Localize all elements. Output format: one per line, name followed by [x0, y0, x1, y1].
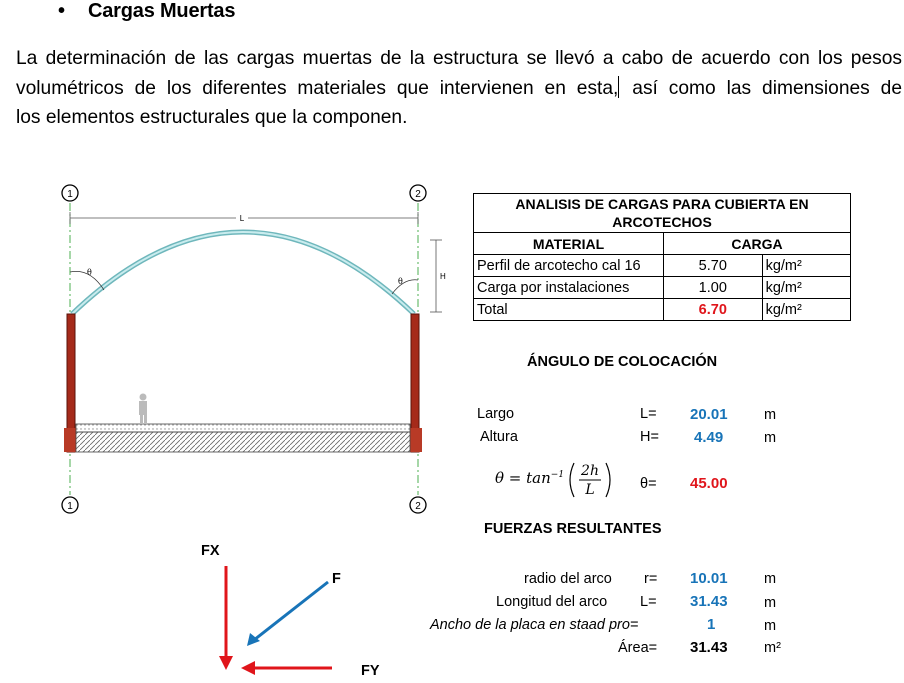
person-silhouette — [139, 394, 147, 425]
col-carga: CARGA — [664, 233, 851, 255]
row-unit: kg/m² — [762, 255, 850, 277]
longitud-label: Longitud del arco — [496, 594, 608, 610]
row-material: Total — [474, 299, 664, 321]
radio-unit: m — [764, 571, 777, 587]
ancho-value: 1 — [707, 616, 716, 633]
altura-value: 4.49 — [694, 429, 724, 446]
paragraph-line-2a: volumétricos de los diferentes materiales que intervienen en esta, — [16, 77, 619, 99]
angle-label-left: θ — [87, 268, 92, 277]
longitud-unit: m — [764, 595, 777, 611]
row-material: Carga por instalaciones — [474, 277, 664, 299]
area-unit: m² — [764, 640, 781, 656]
largo-value: 20.01 — [690, 406, 728, 423]
paragraph-line-1: La determinación de las cargas muertas de la estructura se llevó a cabo de acuerdo con los pesos — [16, 48, 902, 69]
loads-table — [473, 193, 851, 321]
formula-fraction — [566, 459, 614, 501]
ancho-unit: m — [764, 618, 777, 634]
area-label: Área= — [618, 640, 658, 656]
total-value: 6.70 — [664, 299, 763, 321]
altura-symbol: H= — [640, 429, 659, 445]
floor-slab-top — [76, 424, 410, 432]
area-value: 31.43 — [690, 639, 728, 656]
formula-exponent: −1 — [550, 470, 565, 480]
formula-lhs: θ = tan — [495, 469, 551, 487]
heading-bullet: • — [58, 0, 66, 22]
axis-label-bottom-right: 2 — [415, 501, 421, 512]
angle-section-title: ÁNGULO DE COLOCACIÓN — [527, 354, 718, 370]
axis-label-bottom-left: 1 — [67, 501, 73, 512]
f-label: F — [332, 571, 341, 587]
largo-symbol: L= — [640, 406, 657, 422]
altura-label: Altura — [480, 429, 518, 445]
theta-value: 45.00 — [690, 475, 728, 492]
fx-label: FX — [201, 543, 220, 559]
column-base-left — [64, 428, 76, 452]
table-title: ANALISIS DE CARGAS PARA CUBIERTA EN ARCOTECHOS — [474, 194, 851, 233]
fy-label: FY — [361, 663, 380, 679]
floor-slab — [76, 432, 410, 452]
row-value: 1.00 — [664, 277, 763, 299]
table-row-total — [474, 299, 851, 321]
height-label: H — [440, 272, 446, 281]
radio-label: radio del arco — [524, 571, 612, 587]
row-unit: kg/m² — [762, 277, 850, 299]
formula-denominator: L — [585, 482, 595, 498]
formula-numerator: 2h — [581, 463, 599, 479]
row-material: Perfil de arcotecho cal 16 — [474, 255, 664, 277]
altura-unit: m — [764, 430, 777, 446]
section-heading: Cargas Muertas — [88, 0, 236, 22]
radio-symbol: r= — [644, 571, 658, 587]
row-unit: kg/m² — [762, 299, 850, 321]
table-row — [474, 255, 851, 277]
longitud-value: 31.43 — [690, 593, 728, 610]
radio-value: 10.01 — [690, 570, 728, 587]
table-row — [474, 277, 851, 299]
vector-f — [254, 582, 328, 640]
paragraph-line-3: los elementos estructurales que la componen. — [16, 107, 408, 128]
largo-label: Largo — [477, 406, 515, 422]
angle-arc-right — [392, 280, 418, 294]
longitud-symbol: L= — [640, 594, 657, 610]
paragraph-line-2b: así como las dimensiones de — [621, 77, 902, 99]
row-value: 5.70 — [664, 255, 763, 277]
axis-label-top-left: 1 — [67, 189, 73, 200]
span-label: L — [239, 214, 245, 223]
theta-symbol: θ= — [640, 476, 657, 492]
largo-unit: m — [764, 407, 777, 423]
col-material: MATERIAL — [474, 233, 664, 255]
axis-label-top-right: 2 — [415, 189, 421, 200]
theta-formula — [495, 469, 564, 487]
column-base-right — [410, 428, 422, 452]
angle-label-right: θ — [398, 277, 403, 286]
forces-section-title: FUERZAS RESULTANTES — [484, 521, 662, 537]
ancho-label: Ancho de la placa en staad pro= — [430, 617, 639, 633]
